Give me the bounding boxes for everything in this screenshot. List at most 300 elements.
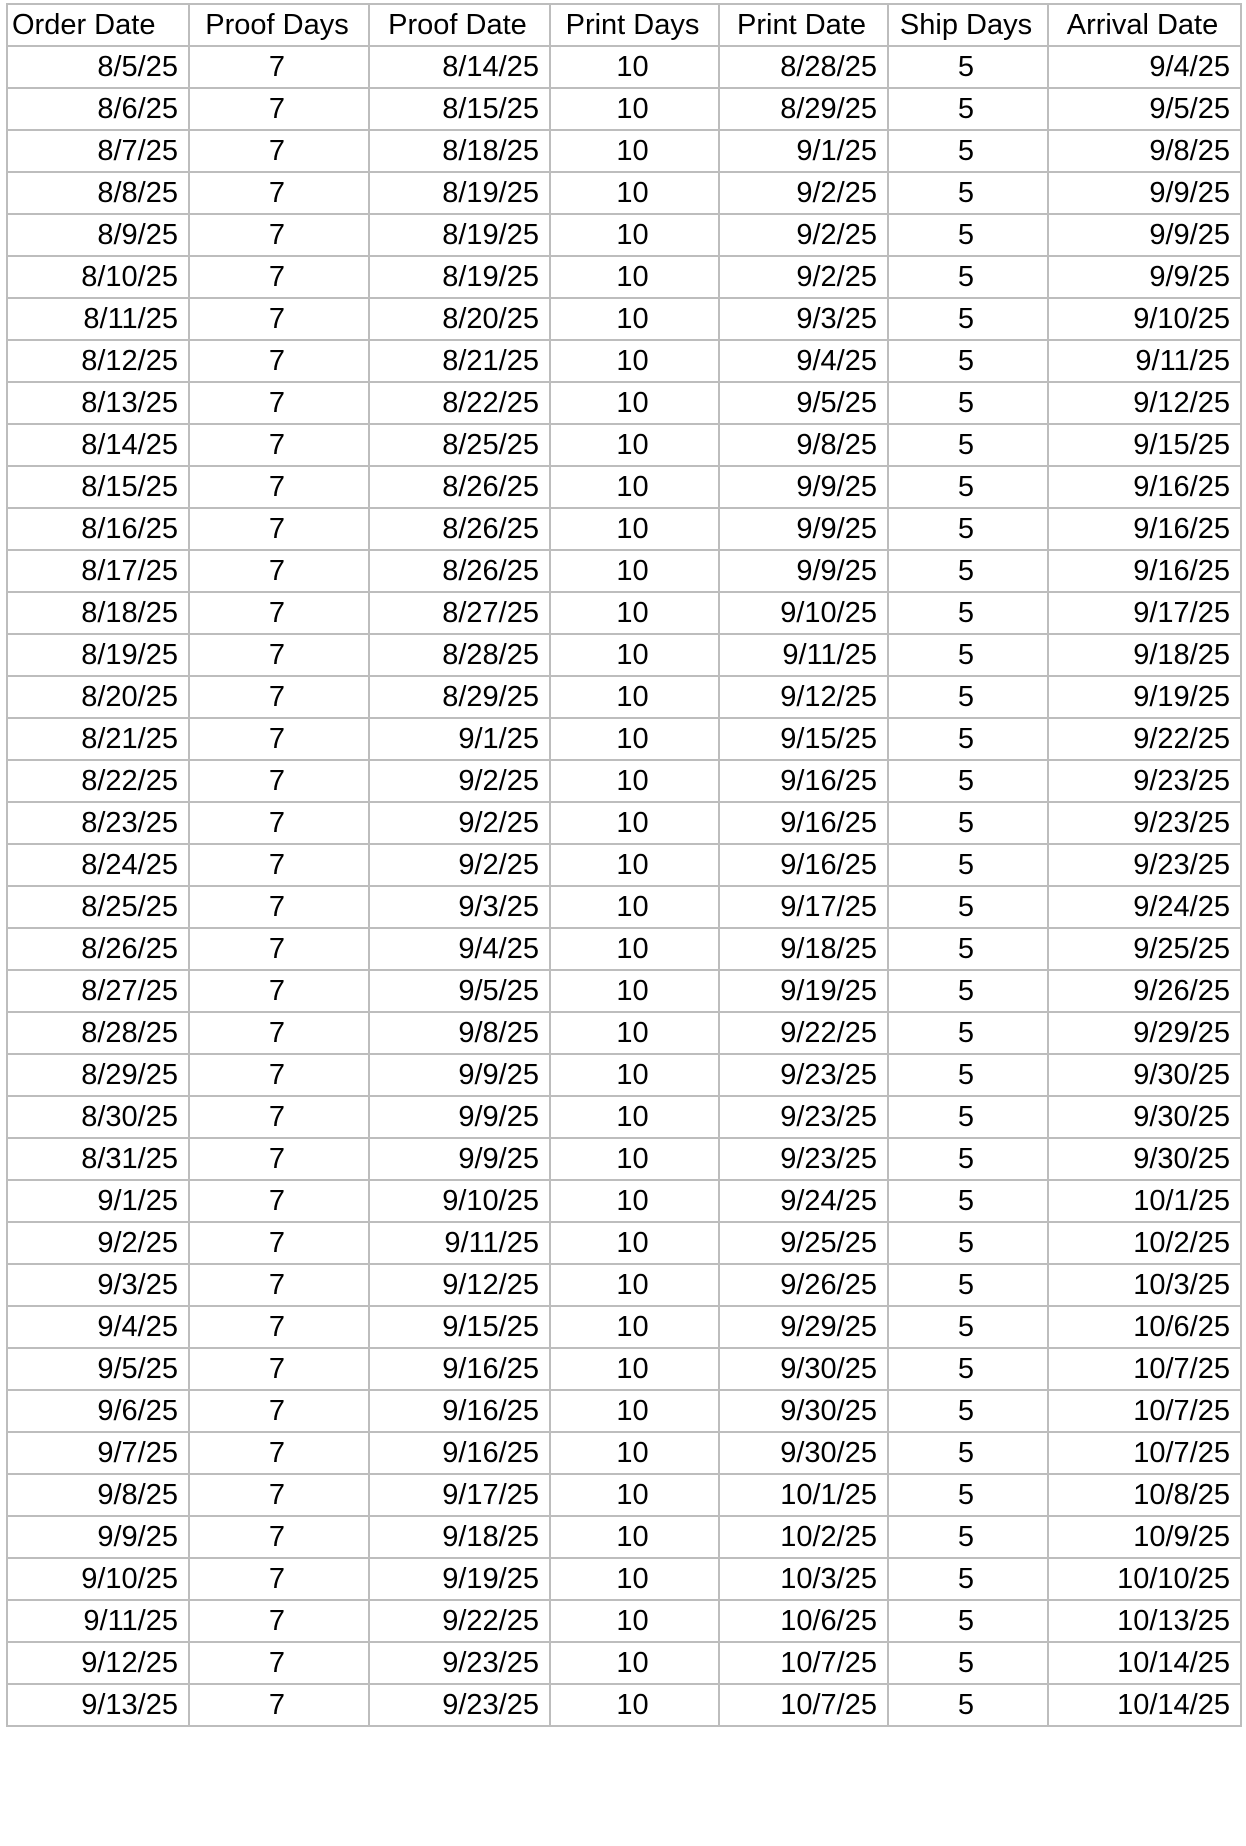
- cell-print-days[interactable]: 10: [550, 718, 719, 760]
- cell-print-date[interactable]: 9/30/25: [719, 1348, 888, 1390]
- cell-print-days[interactable]: 10: [550, 760, 719, 802]
- cell-proof-date[interactable]: 9/1/25: [369, 718, 550, 760]
- cell-proof-days[interactable]: 7: [189, 1138, 369, 1180]
- cell-proof-date[interactable]: 9/8/25: [369, 1012, 550, 1054]
- cell-print-days[interactable]: 10: [550, 886, 719, 928]
- table-row: [7, 1054, 1241, 1096]
- cell-order-date[interactable]: 8/6/25: [7, 88, 189, 130]
- cell-ship-days[interactable]: 5: [888, 214, 1048, 256]
- cell-arrival-date[interactable]: 9/26/25: [1048, 970, 1241, 1012]
- cell-order-date[interactable]: 8/7/25: [7, 130, 189, 172]
- cell-arrival-date[interactable]: 9/22/25: [1048, 718, 1241, 760]
- cell-print-date[interactable]: 9/24/25: [719, 1180, 888, 1222]
- cell-proof-date[interactable]: 9/2/25: [369, 844, 550, 886]
- cell-arrival-date[interactable]: 10/3/25: [1048, 1264, 1241, 1306]
- cell-proof-days[interactable]: 7: [189, 592, 369, 634]
- cell-ship-days[interactable]: 5: [888, 676, 1048, 718]
- cell-print-days[interactable]: 10: [550, 1348, 719, 1390]
- cell-proof-date[interactable]: 9/2/25: [369, 760, 550, 802]
- cell-print-days[interactable]: 10: [550, 172, 719, 214]
- cell-order-date[interactable]: 8/9/25: [7, 214, 189, 256]
- cell-order-date[interactable]: 8/24/25: [7, 844, 189, 886]
- cell-order-date[interactable]: 8/10/25: [7, 256, 189, 298]
- cell-proof-date[interactable]: 9/9/25: [369, 1138, 550, 1180]
- cell-proof-days[interactable]: 7: [189, 130, 369, 172]
- cell-arrival-date[interactable]: 9/10/25: [1048, 298, 1241, 340]
- cell-print-date[interactable]: 9/5/25: [719, 382, 888, 424]
- cell-proof-days[interactable]: 7: [189, 88, 369, 130]
- column-header-order-date[interactable]: Order Date: [7, 4, 189, 46]
- cell-ship-days[interactable]: 5: [888, 1264, 1048, 1306]
- cell-print-date[interactable]: 9/8/25: [719, 424, 888, 466]
- cell-proof-date[interactable]: 9/9/25: [369, 1096, 550, 1138]
- cell-proof-days[interactable]: 7: [189, 298, 369, 340]
- cell-order-date[interactable]: 8/20/25: [7, 676, 189, 718]
- cell-ship-days[interactable]: 5: [888, 130, 1048, 172]
- cell-ship-days[interactable]: 5: [888, 1138, 1048, 1180]
- cell-order-date[interactable]: 9/7/25: [7, 1432, 189, 1474]
- cell-print-days[interactable]: 10: [550, 1264, 719, 1306]
- cell-print-date[interactable]: 8/28/25: [719, 46, 888, 88]
- cell-proof-date[interactable]: 8/19/25: [369, 256, 550, 298]
- cell-order-date[interactable]: 8/12/25: [7, 340, 189, 382]
- cell-print-date[interactable]: 9/23/25: [719, 1138, 888, 1180]
- cell-print-date[interactable]: 9/9/25: [719, 550, 888, 592]
- cell-print-days[interactable]: 10: [550, 1180, 719, 1222]
- cell-print-date[interactable]: 9/16/25: [719, 844, 888, 886]
- cell-print-days[interactable]: 10: [550, 928, 719, 970]
- cell-arrival-date[interactable]: 9/25/25: [1048, 928, 1241, 970]
- cell-proof-date[interactable]: 8/26/25: [369, 550, 550, 592]
- cell-print-date[interactable]: 10/6/25: [719, 1600, 888, 1642]
- cell-proof-date[interactable]: 9/16/25: [369, 1432, 550, 1474]
- cell-arrival-date[interactable]: 9/9/25: [1048, 256, 1241, 298]
- cell-print-days[interactable]: 10: [550, 1516, 719, 1558]
- cell-print-date[interactable]: 9/1/25: [719, 130, 888, 172]
- cell-proof-date[interactable]: 8/19/25: [369, 214, 550, 256]
- cell-print-date[interactable]: 10/1/25: [719, 1474, 888, 1516]
- cell-proof-date[interactable]: 9/5/25: [369, 970, 550, 1012]
- cell-arrival-date[interactable]: 10/7/25: [1048, 1432, 1241, 1474]
- cell-order-date[interactable]: 8/14/25: [7, 424, 189, 466]
- cell-arrival-date[interactable]: 9/30/25: [1048, 1054, 1241, 1096]
- table-row: [7, 676, 1241, 718]
- cell-proof-days[interactable]: 7: [189, 256, 369, 298]
- cell-ship-days[interactable]: 5: [888, 1348, 1048, 1390]
- cell-proof-days[interactable]: 7: [189, 1684, 369, 1726]
- cell-ship-days[interactable]: 5: [888, 340, 1048, 382]
- cell-proof-days[interactable]: 7: [189, 1558, 369, 1600]
- cell-order-date[interactable]: 9/1/25: [7, 1180, 189, 1222]
- table-row: [7, 928, 1241, 970]
- cell-ship-days[interactable]: 5: [888, 1516, 1048, 1558]
- cell-ship-days[interactable]: 5: [888, 1390, 1048, 1432]
- cell-print-date[interactable]: 9/2/25: [719, 214, 888, 256]
- cell-ship-days[interactable]: 5: [888, 256, 1048, 298]
- cell-ship-days[interactable]: 5: [888, 718, 1048, 760]
- cell-proof-days[interactable]: 7: [189, 508, 369, 550]
- cell-proof-date[interactable]: 8/18/25: [369, 130, 550, 172]
- cell-print-days[interactable]: 10: [550, 340, 719, 382]
- cell-proof-days[interactable]: 7: [189, 1642, 369, 1684]
- cell-arrival-date[interactable]: 9/9/25: [1048, 214, 1241, 256]
- cell-print-days[interactable]: 10: [550, 424, 719, 466]
- cell-print-date[interactable]: 9/9/25: [719, 466, 888, 508]
- cell-print-date[interactable]: 9/12/25: [719, 676, 888, 718]
- cell-ship-days[interactable]: 5: [888, 1180, 1048, 1222]
- cell-proof-days[interactable]: 7: [189, 46, 369, 88]
- cell-order-date[interactable]: 8/5/25: [7, 46, 189, 88]
- cell-order-date[interactable]: 8/31/25: [7, 1138, 189, 1180]
- cell-print-date[interactable]: 10/3/25: [719, 1558, 888, 1600]
- cell-proof-date[interactable]: 9/19/25: [369, 1558, 550, 1600]
- cell-print-days[interactable]: 10: [550, 508, 719, 550]
- cell-order-date[interactable]: 8/19/25: [7, 634, 189, 676]
- cell-proof-days[interactable]: 7: [189, 970, 369, 1012]
- cell-ship-days[interactable]: 5: [888, 508, 1048, 550]
- cell-print-date[interactable]: 9/10/25: [719, 592, 888, 634]
- cell-proof-date[interactable]: 9/10/25: [369, 1180, 550, 1222]
- cell-print-date[interactable]: 10/2/25: [719, 1516, 888, 1558]
- cell-arrival-date[interactable]: 9/16/25: [1048, 550, 1241, 592]
- cell-print-date[interactable]: 9/2/25: [719, 172, 888, 214]
- cell-order-date[interactable]: 8/29/25: [7, 1054, 189, 1096]
- cell-print-days[interactable]: 10: [550, 130, 719, 172]
- cell-print-days[interactable]: 10: [550, 1600, 719, 1642]
- cell-arrival-date[interactable]: 10/10/25: [1048, 1558, 1241, 1600]
- cell-proof-date[interactable]: 9/23/25: [369, 1642, 550, 1684]
- cell-proof-days[interactable]: 7: [189, 1222, 369, 1264]
- cell-order-date[interactable]: 8/23/25: [7, 802, 189, 844]
- cell-print-date[interactable]: 9/18/25: [719, 928, 888, 970]
- cell-print-days[interactable]: 10: [550, 676, 719, 718]
- cell-order-date[interactable]: 8/15/25: [7, 466, 189, 508]
- cell-proof-date[interactable]: 9/22/25: [369, 1600, 550, 1642]
- cell-arrival-date[interactable]: 9/18/25: [1048, 634, 1241, 676]
- cell-ship-days[interactable]: 5: [888, 928, 1048, 970]
- cell-ship-days[interactable]: 5: [888, 634, 1048, 676]
- cell-proof-days[interactable]: 7: [189, 928, 369, 970]
- cell-ship-days[interactable]: 5: [888, 592, 1048, 634]
- column-header-print-date[interactable]: Print Date: [719, 4, 888, 46]
- cell-print-days[interactable]: 10: [550, 634, 719, 676]
- cell-order-date[interactable]: 9/2/25: [7, 1222, 189, 1264]
- cell-print-days[interactable]: 10: [550, 298, 719, 340]
- cell-ship-days[interactable]: 5: [888, 1096, 1048, 1138]
- column-header-print-days[interactable]: Print Days: [550, 4, 719, 46]
- cell-arrival-date[interactable]: 9/16/25: [1048, 466, 1241, 508]
- cell-proof-date[interactable]: 8/19/25: [369, 172, 550, 214]
- cell-proof-date[interactable]: 8/28/25: [369, 634, 550, 676]
- cell-arrival-date[interactable]: 10/2/25: [1048, 1222, 1241, 1264]
- cell-print-days[interactable]: 10: [550, 1474, 719, 1516]
- cell-order-date[interactable]: 8/17/25: [7, 550, 189, 592]
- cell-print-date[interactable]: 9/30/25: [719, 1390, 888, 1432]
- cell-arrival-date[interactable]: 10/1/25: [1048, 1180, 1241, 1222]
- cell-print-date[interactable]: 10/7/25: [719, 1642, 888, 1684]
- cell-arrival-date[interactable]: 9/16/25: [1048, 508, 1241, 550]
- cell-print-days[interactable]: 10: [550, 46, 719, 88]
- cell-proof-date[interactable]: 8/25/25: [369, 424, 550, 466]
- cell-proof-days[interactable]: 7: [189, 1432, 369, 1474]
- cell-proof-date[interactable]: 9/4/25: [369, 928, 550, 970]
- cell-arrival-date[interactable]: 9/4/25: [1048, 46, 1241, 88]
- cell-arrival-date[interactable]: 9/23/25: [1048, 844, 1241, 886]
- cell-proof-days[interactable]: 7: [189, 1474, 369, 1516]
- cell-ship-days[interactable]: 5: [888, 802, 1048, 844]
- cell-print-days[interactable]: 10: [550, 1054, 719, 1096]
- cell-proof-days[interactable]: 7: [189, 1516, 369, 1558]
- cell-print-days[interactable]: 10: [550, 1222, 719, 1264]
- cell-proof-days[interactable]: 7: [189, 1054, 369, 1096]
- cell-proof-days[interactable]: 7: [189, 718, 369, 760]
- cell-print-date[interactable]: 9/3/25: [719, 298, 888, 340]
- cell-ship-days[interactable]: 5: [888, 1054, 1048, 1096]
- cell-proof-date[interactable]: 9/16/25: [369, 1390, 550, 1432]
- cell-print-days[interactable]: 10: [550, 382, 719, 424]
- cell-proof-days[interactable]: 7: [189, 1096, 369, 1138]
- cell-arrival-date[interactable]: 10/8/25: [1048, 1474, 1241, 1516]
- cell-arrival-date[interactable]: 9/8/25: [1048, 130, 1241, 172]
- cell-print-date[interactable]: 9/25/25: [719, 1222, 888, 1264]
- header-row: [7, 4, 1241, 46]
- column-header-proof-date[interactable]: Proof Date: [369, 4, 550, 46]
- cell-order-date[interactable]: 8/22/25: [7, 760, 189, 802]
- cell-proof-date[interactable]: 8/22/25: [369, 382, 550, 424]
- cell-ship-days[interactable]: 5: [888, 88, 1048, 130]
- cell-arrival-date[interactable]: 10/14/25: [1048, 1642, 1241, 1684]
- cell-print-days[interactable]: 10: [550, 970, 719, 1012]
- cell-ship-days[interactable]: 5: [888, 1432, 1048, 1474]
- cell-arrival-date[interactable]: 9/23/25: [1048, 802, 1241, 844]
- cell-proof-days[interactable]: 7: [189, 844, 369, 886]
- cell-order-date[interactable]: 9/5/25: [7, 1348, 189, 1390]
- cell-print-date[interactable]: 9/30/25: [719, 1432, 888, 1474]
- cell-print-days[interactable]: 10: [550, 550, 719, 592]
- cell-proof-date[interactable]: 9/17/25: [369, 1474, 550, 1516]
- cell-order-date[interactable]: 8/30/25: [7, 1096, 189, 1138]
- cell-ship-days[interactable]: 5: [888, 1222, 1048, 1264]
- cell-print-days[interactable]: 10: [550, 214, 719, 256]
- cell-order-date[interactable]: 9/3/25: [7, 1264, 189, 1306]
- cell-arrival-date[interactable]: 10/13/25: [1048, 1600, 1241, 1642]
- cell-ship-days[interactable]: 5: [888, 760, 1048, 802]
- cell-proof-days[interactable]: 7: [189, 676, 369, 718]
- cell-proof-days[interactable]: 7: [189, 1180, 369, 1222]
- cell-arrival-date[interactable]: 9/19/25: [1048, 676, 1241, 718]
- table-row: [7, 298, 1241, 340]
- cell-print-date[interactable]: 9/22/25: [719, 1012, 888, 1054]
- cell-proof-date[interactable]: 8/26/25: [369, 466, 550, 508]
- cell-print-days[interactable]: 10: [550, 1096, 719, 1138]
- cell-arrival-date[interactable]: 9/15/25: [1048, 424, 1241, 466]
- cell-proof-date[interactable]: 8/15/25: [369, 88, 550, 130]
- cell-arrival-date[interactable]: 9/11/25: [1048, 340, 1241, 382]
- cell-order-date[interactable]: 9/8/25: [7, 1474, 189, 1516]
- cell-order-date[interactable]: 8/13/25: [7, 382, 189, 424]
- cell-arrival-date[interactable]: 9/30/25: [1048, 1096, 1241, 1138]
- table-row: [7, 1348, 1241, 1390]
- cell-print-days[interactable]: 10: [550, 1432, 719, 1474]
- cell-print-date[interactable]: 9/15/25: [719, 718, 888, 760]
- cell-ship-days[interactable]: 5: [888, 886, 1048, 928]
- cell-arrival-date[interactable]: 10/6/25: [1048, 1306, 1241, 1348]
- cell-proof-days[interactable]: 7: [189, 1306, 369, 1348]
- cell-print-date[interactable]: 10/7/25: [719, 1684, 888, 1726]
- cell-proof-date[interactable]: 8/27/25: [369, 592, 550, 634]
- cell-print-days[interactable]: 10: [550, 1012, 719, 1054]
- cell-print-days[interactable]: 10: [550, 466, 719, 508]
- cell-order-date[interactable]: 8/27/25: [7, 970, 189, 1012]
- table-row: [7, 382, 1241, 424]
- column-header-ship-days[interactable]: Ship Days: [888, 4, 1048, 46]
- cell-order-date[interactable]: 9/13/25: [7, 1684, 189, 1726]
- cell-ship-days[interactable]: 5: [888, 844, 1048, 886]
- cell-proof-days[interactable]: 7: [189, 802, 369, 844]
- cell-proof-date[interactable]: 9/11/25: [369, 1222, 550, 1264]
- cell-proof-days[interactable]: 7: [189, 382, 369, 424]
- cell-print-days[interactable]: 10: [550, 1306, 719, 1348]
- cell-proof-days[interactable]: 7: [189, 172, 369, 214]
- cell-arrival-date[interactable]: 10/7/25: [1048, 1348, 1241, 1390]
- cell-order-date[interactable]: 8/11/25: [7, 298, 189, 340]
- cell-arrival-date[interactable]: 10/9/25: [1048, 1516, 1241, 1558]
- cell-ship-days[interactable]: 5: [888, 1306, 1048, 1348]
- cell-proof-date[interactable]: 8/21/25: [369, 340, 550, 382]
- cell-proof-days[interactable]: 7: [189, 466, 369, 508]
- cell-print-days[interactable]: 10: [550, 88, 719, 130]
- column-header-arrival-date[interactable]: Arrival Date: [1048, 4, 1241, 46]
- cell-order-date[interactable]: 9/4/25: [7, 1306, 189, 1348]
- cell-proof-days[interactable]: 7: [189, 1264, 369, 1306]
- cell-proof-date[interactable]: 9/12/25: [369, 1264, 550, 1306]
- cell-print-date[interactable]: 9/16/25: [719, 760, 888, 802]
- cell-proof-days[interactable]: 7: [189, 760, 369, 802]
- cell-print-date[interactable]: 9/11/25: [719, 634, 888, 676]
- table-row: [7, 844, 1241, 886]
- cell-proof-date[interactable]: 9/23/25: [369, 1684, 550, 1726]
- cell-arrival-date[interactable]: 9/5/25: [1048, 88, 1241, 130]
- cell-order-date[interactable]: 9/10/25: [7, 1558, 189, 1600]
- cell-print-date[interactable]: 9/23/25: [719, 1054, 888, 1096]
- cell-order-date[interactable]: 9/12/25: [7, 1642, 189, 1684]
- cell-order-date[interactable]: 9/11/25: [7, 1600, 189, 1642]
- cell-print-days[interactable]: 10: [550, 1558, 719, 1600]
- cell-proof-days[interactable]: 7: [189, 340, 369, 382]
- cell-print-date[interactable]: 9/16/25: [719, 802, 888, 844]
- cell-arrival-date[interactable]: 9/23/25: [1048, 760, 1241, 802]
- cell-print-days[interactable]: 10: [550, 256, 719, 298]
- cell-proof-days[interactable]: 7: [189, 1600, 369, 1642]
- table-row: [7, 88, 1241, 130]
- cell-order-date[interactable]: 9/6/25: [7, 1390, 189, 1432]
- cell-proof-date[interactable]: 9/15/25: [369, 1306, 550, 1348]
- cell-proof-days[interactable]: 7: [189, 886, 369, 928]
- cell-ship-days[interactable]: 5: [888, 1558, 1048, 1600]
- cell-ship-days[interactable]: 5: [888, 466, 1048, 508]
- table-row: [7, 46, 1241, 88]
- cell-ship-days[interactable]: 5: [888, 1474, 1048, 1516]
- cell-print-days[interactable]: 10: [550, 844, 719, 886]
- cell-ship-days[interactable]: 5: [888, 1600, 1048, 1642]
- cell-ship-days[interactable]: 5: [888, 970, 1048, 1012]
- cell-ship-days[interactable]: 5: [888, 550, 1048, 592]
- cell-arrival-date[interactable]: 9/24/25: [1048, 886, 1241, 928]
- table-row: [7, 550, 1241, 592]
- cell-proof-days[interactable]: 7: [189, 1348, 369, 1390]
- cell-order-date[interactable]: 8/16/25: [7, 508, 189, 550]
- cell-print-days[interactable]: 10: [550, 1642, 719, 1684]
- table-row: [7, 1642, 1241, 1684]
- cell-arrival-date[interactable]: 9/9/25: [1048, 172, 1241, 214]
- cell-arrival-date[interactable]: 9/30/25: [1048, 1138, 1241, 1180]
- cell-arrival-date[interactable]: 9/12/25: [1048, 382, 1241, 424]
- cell-ship-days[interactable]: 5: [888, 1012, 1048, 1054]
- cell-print-days[interactable]: 10: [550, 1390, 719, 1432]
- cell-ship-days[interactable]: 5: [888, 46, 1048, 88]
- cell-order-date[interactable]: 8/21/25: [7, 718, 189, 760]
- cell-proof-date[interactable]: 8/20/25: [369, 298, 550, 340]
- cell-arrival-date[interactable]: 10/7/25: [1048, 1390, 1241, 1432]
- cell-order-date[interactable]: 9/9/25: [7, 1516, 189, 1558]
- cell-print-date[interactable]: 9/9/25: [719, 508, 888, 550]
- cell-ship-days[interactable]: 5: [888, 1684, 1048, 1726]
- cell-proof-date[interactable]: 8/29/25: [369, 676, 550, 718]
- cell-proof-date[interactable]: 8/14/25: [369, 46, 550, 88]
- cell-proof-days[interactable]: 7: [189, 634, 369, 676]
- cell-order-date[interactable]: 8/26/25: [7, 928, 189, 970]
- cell-print-days[interactable]: 10: [550, 1684, 719, 1726]
- cell-ship-days[interactable]: 5: [888, 382, 1048, 424]
- cell-print-date[interactable]: 9/29/25: [719, 1306, 888, 1348]
- cell-print-days[interactable]: 10: [550, 592, 719, 634]
- cell-ship-days[interactable]: 5: [888, 1642, 1048, 1684]
- cell-arrival-date[interactable]: 9/29/25: [1048, 1012, 1241, 1054]
- cell-print-days[interactable]: 10: [550, 802, 719, 844]
- cell-proof-date[interactable]: 9/16/25: [369, 1348, 550, 1390]
- cell-proof-date[interactable]: 9/2/25: [369, 802, 550, 844]
- cell-ship-days[interactable]: 5: [888, 172, 1048, 214]
- cell-proof-days[interactable]: 7: [189, 424, 369, 466]
- cell-print-date[interactable]: 9/26/25: [719, 1264, 888, 1306]
- cell-order-date[interactable]: 8/25/25: [7, 886, 189, 928]
- cell-order-date[interactable]: 8/28/25: [7, 1012, 189, 1054]
- cell-proof-date[interactable]: 9/18/25: [369, 1516, 550, 1558]
- cell-proof-days[interactable]: 7: [189, 214, 369, 256]
- column-header-proof-days[interactable]: Proof Days: [189, 4, 369, 46]
- cell-print-days[interactable]: 10: [550, 1138, 719, 1180]
- cell-proof-days[interactable]: 7: [189, 1012, 369, 1054]
- cell-proof-date[interactable]: 9/9/25: [369, 1054, 550, 1096]
- cell-proof-days[interactable]: 7: [189, 1390, 369, 1432]
- cell-ship-days[interactable]: 5: [888, 424, 1048, 466]
- cell-arrival-date[interactable]: 9/17/25: [1048, 592, 1241, 634]
- cell-order-date[interactable]: 8/18/25: [7, 592, 189, 634]
- cell-print-date[interactable]: 9/23/25: [719, 1096, 888, 1138]
- cell-print-date[interactable]: 8/29/25: [719, 88, 888, 130]
- cell-proof-date[interactable]: 8/26/25: [369, 508, 550, 550]
- cell-order-date[interactable]: 8/8/25: [7, 172, 189, 214]
- cell-ship-days[interactable]: 5: [888, 298, 1048, 340]
- cell-print-date[interactable]: 9/2/25: [719, 256, 888, 298]
- cell-arrival-date[interactable]: 10/14/25: [1048, 1684, 1241, 1726]
- cell-proof-days[interactable]: 7: [189, 550, 369, 592]
- cell-print-date[interactable]: 9/4/25: [719, 340, 888, 382]
- cell-print-date[interactable]: 9/19/25: [719, 970, 888, 1012]
- cell-print-date[interactable]: 9/17/25: [719, 886, 888, 928]
- cell-proof-date[interactable]: 9/3/25: [369, 886, 550, 928]
- table-row: [7, 1432, 1241, 1474]
